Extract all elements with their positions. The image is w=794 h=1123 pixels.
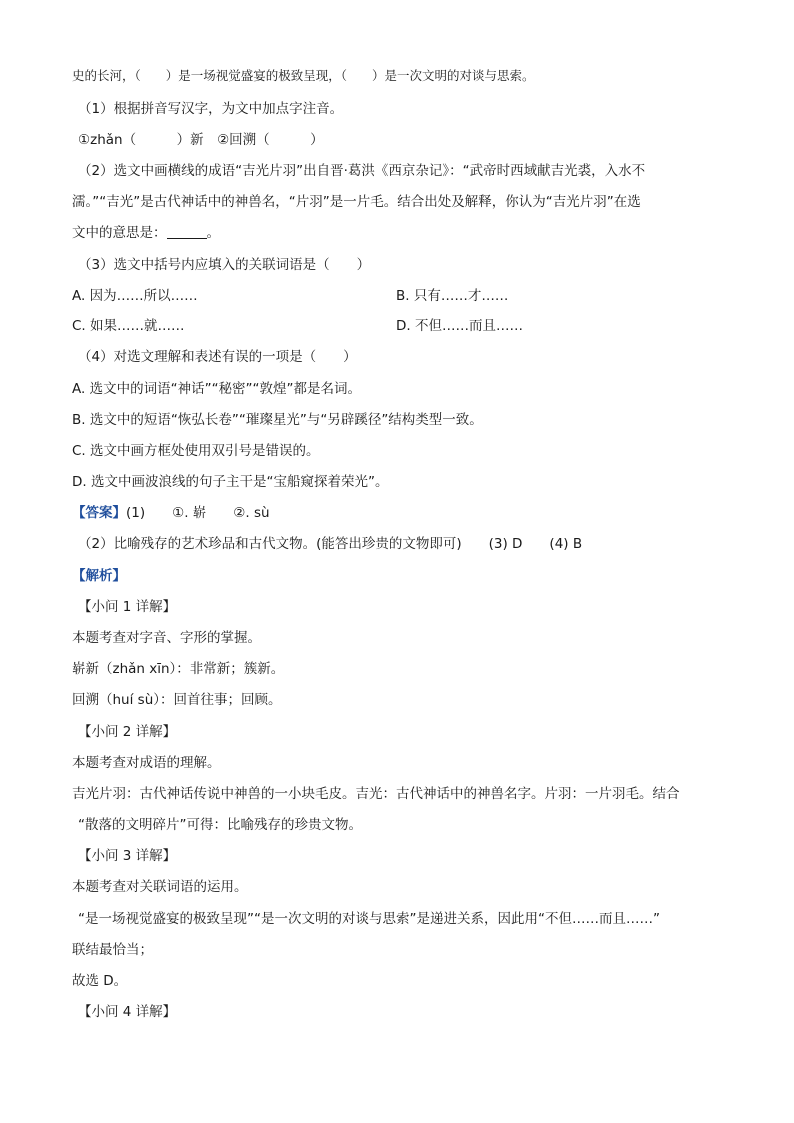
analysis-text: 本题考查对关联词语的运用。 <box>72 879 248 895</box>
analysis-text: 崭新（zhǎn xīn）：非常新；簇新。 <box>72 661 285 677</box>
question-3: （3）选文中括号内应填入的关联词语是（ ） <box>78 257 371 273</box>
option-d-line: D. 选文中画波浪线的句子主干是“宝船窥探着荣光”。 <box>72 474 389 490</box>
option-a: A. 因为……所以…… <box>72 288 198 304</box>
question-1-items: ①zhǎn（ ）新 ②回溯（ ） <box>78 132 324 148</box>
analysis-heading: 【解析】 <box>72 568 126 584</box>
option-a-line: A. 选文中的词语“神话”“秘密”“敦煌”都是名词。 <box>72 381 362 397</box>
question-2: （2）选文中画横线的成语“吉光片羽”出自晋·葛洪《西京杂记》：“武帝时西域献吉光裘，入水不 <box>78 163 646 179</box>
option-b: B. 只有……才…… <box>396 288 509 304</box>
answer-label: 【答案】 <box>72 505 126 521</box>
option-row <box>72 316 734 336</box>
question-2-cont: 濡。”“吉光”是古代神话中的神兽名，“片羽”是一片毛。结合出处及解释，你认为“吉光片羽”在选 <box>72 194 641 210</box>
option-b-line: B. 选文中的短语“恢弘长卷”“璀璨星光”与“另辟蹊径”结构类型一致。 <box>72 412 483 428</box>
analysis-text: 联结最恰当； <box>72 942 153 958</box>
answer-line-2: （2）比喻残存的艺术珍品和古代文物。(能答出珍贵的文物即可) (3) D (4) B <box>78 536 583 552</box>
blank-suffix: 。 <box>206 225 220 241</box>
analysis-text: “散落的文明碎片”可得：比喻残存的珍贵文物。 <box>78 817 362 833</box>
option-c-line: C. 选文中画方框处使用双引号是错误的。 <box>72 443 320 459</box>
sub-question-1-heading: 【小问 1 详解】 <box>78 599 177 615</box>
analysis-text: 回溯（huí sù）：回首往事；回顾。 <box>72 692 282 708</box>
blank-prefix: 文中的意思是： <box>72 225 167 241</box>
analysis-text: 本题考查对成语的理解。 <box>72 755 221 771</box>
analysis-text: “是一场视觉盛宴的极致呈现”“是一次文明的对谈与思索”是递进关系，因此用“不但……而且……” <box>78 911 660 927</box>
answer-blank <box>167 224 207 239</box>
analysis-text: 本题考查对字音、字形的掌握。 <box>72 630 261 646</box>
sub-question-4-heading: 【小问 4 详解】 <box>78 1004 177 1020</box>
analysis-text: 故选 D。 <box>72 973 128 989</box>
answer-line <box>72 503 734 523</box>
option-row <box>72 286 734 306</box>
question-2-blank-line <box>72 223 734 243</box>
text-line: 史的长河，（ ）是一场视觉盛宴的极致呈现，（ ）是一次文明的对谈与思索。 <box>72 68 535 83</box>
sub-question-3-heading: 【小问 3 详解】 <box>78 848 177 864</box>
answer-text: (1) ①. 崭 ②. sù <box>126 505 270 521</box>
analysis-text: 吉光片羽：古代神话传说中神兽的一小块毛皮。吉光：古代神话中的神兽名字。片羽：一片羽毛。结合 <box>72 786 680 802</box>
question-4: （4）对选文理解和表述有误的一项是（ ） <box>78 349 357 365</box>
option-d: D. 不但……而且…… <box>396 318 523 334</box>
sub-question-2-heading: 【小问 2 详解】 <box>78 724 177 740</box>
option-c: C. 如果……就…… <box>72 318 185 334</box>
question-1: （1）根据拼音写汉字，为文中加点字注音。 <box>78 101 344 117</box>
